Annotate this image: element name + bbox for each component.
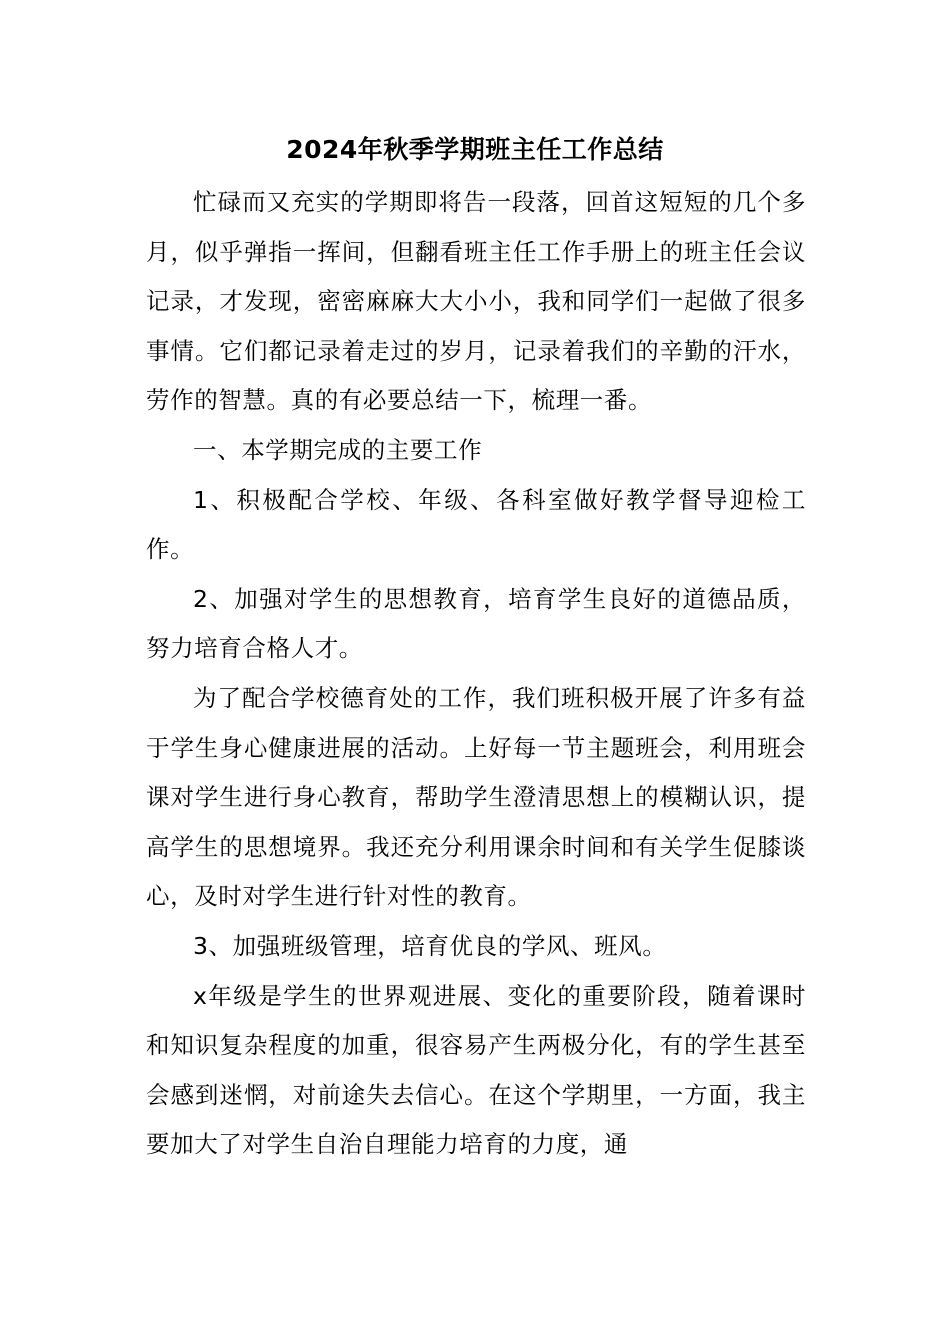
paragraph-item-2: 2、加强对学生的思想教育，培育学生良好的道德品质，努力培育合格人才。 [146,584,806,663]
document-title: 2024年秋季学期班主任工作总结 [286,135,664,164]
paragraph-grade-development: x年级是学生的世界观进展、变化的重要阶段，随着课时和知识复杂程度的加重，很容易产生两极分化，有的学生甚至会感到迷惘，对前途失去信心。在这个学期里，一方面，我主要加大了对学生自治自理能力培育的力度，通 [146,981,806,1159]
paragraph-item-3: 3、加强班级管理，培育优良的学风、班风。 [193,931,667,960]
paragraph-moral-education: 为了配合学校德育处的工作，我们班积极开展了许多有益于学生身心健康进展的活动。上好每一节主题班会，利用班会课对学生进行身心教育，帮助学生澄清思想上的模糊认识，提高学生的思想境界。我还充分利用课余时间和有关学生促膝谈心，及时对学生进行针对性的教育。 [146,683,806,911]
document-body [146,178,806,1170]
section-heading-main-work: 一、本学期完成的主要工作 [193,435,483,464]
paragraph-item-1: 1、积极配合学校、年级、各科室做好教学督导迎检工作。 [146,485,806,564]
paragraph-intro: 忙碌而又充实的学期即将告一段落，回首这短短的几个多月，似乎弹指一挥间，但翻看班主任工作手册上的班主任会议记录，才发现，密密麻麻大大小小，我和同学们一起做了很多事情。它们都记录着走过的岁月，记录着我们的辛勤的汗水，劳作的智慧。真的有必要总结一下，梳理一番。 [146,188,806,415]
